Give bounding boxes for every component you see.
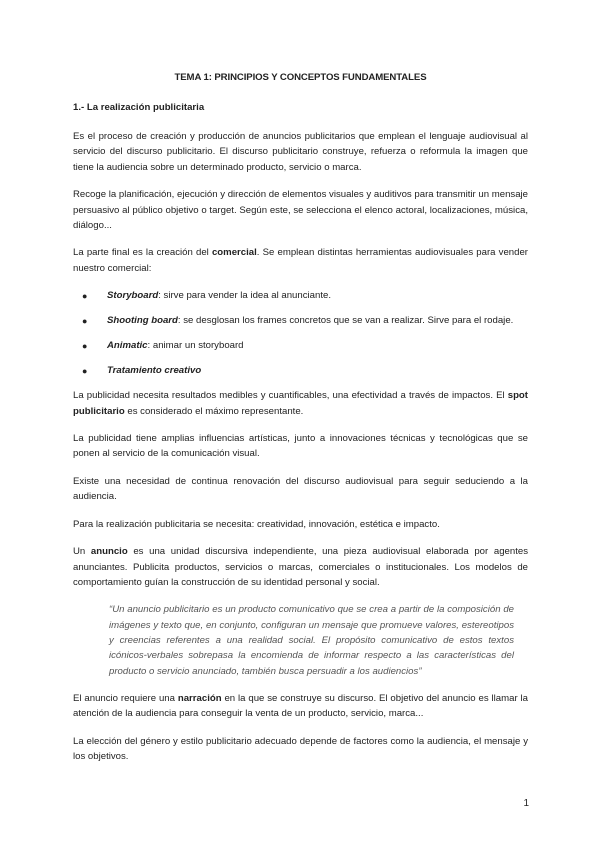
- page-number: 1: [523, 798, 529, 809]
- text-run: es considerado el máximo representante.: [124, 405, 304, 417]
- paragraph-influences: La publicidad tiene amplias influencias artísticas, junto a innovaciones técnicas y tecnológicas que se ponen al servicio de la comunicación visual.: [73, 433, 528, 460]
- bullet-text: : animar un storyboard: [147, 340, 244, 352]
- paragraph-anuncio: [73, 544, 528, 590]
- block-quote: “Un anuncio publicitario es un producto comunicativo que se crea a partir de la composición de imágenes y texto que, en conjunto, configuran un mensaje que promueve valores, estereotipos y creencias referentes a una realidad social. El propósito comunicativo de estos textos icónicos-verbales sobrepasa la encomienda de informar respecto a las características del producto o servicio anunciado, también busca persuadir a los audiencios”: [109, 604, 514, 677]
- paragraph-commercial: [73, 245, 528, 276]
- bullet-term: Storyboard: [107, 290, 159, 302]
- bullet-term: Animatic: [107, 340, 148, 352]
- text-run: . Se emplean distintas herramientas audiovisuales para vender nuestro comercial:: [73, 247, 528, 274]
- bullet-text: : se desglosan los frames concretos que se van a realizar. Sirve para el rodaje.: [177, 315, 514, 327]
- paragraph-planning: Recoge la planificación, ejecución y dirección de elementos visuales y auditivos para transmitir un mensaje persuasivo al público objetivo o target. Según este, se selecciona el elenco actoral, localizaciones, música, diálogo...: [73, 189, 528, 232]
- bold-term: comercial: [211, 247, 257, 259]
- tools-bullet-list: [73, 288, 528, 378]
- paragraph-narracion: [73, 691, 528, 722]
- bullet-icon: ●: [82, 291, 88, 302]
- document-title: TEMA 1: PRINCIPIOS Y CONCEPTOS FUNDAMENTALES: [174, 72, 427, 83]
- text-run: en la que se construye su discurso. El objetivo del anuncio es llamar la atención de la audiencia para conseguir la venta de un producto, servicio, marca...: [73, 692, 528, 720]
- text-run: es una unidad discursiva independiente, una pieza audiovisual elaborada por agentes anunciantes. Publicita productos, servicios o marcas, comerciales o institucionales. Los modelos de comportamiento guían la construcción de su identidad personal y social.: [73, 546, 528, 588]
- paragraph-spot: [73, 388, 528, 419]
- section-heading: 1.- La realización publicitaria: [73, 102, 205, 113]
- text-run: La publicidad necesita resultados medibles y cuantificables, una efectividad a través de impactos. El: [73, 390, 508, 402]
- paragraph-renewal: Existe una necesidad de continua renovación del discurso audiovisual para seguir seduciendo a la audiencia.: [73, 475, 528, 503]
- text-run: El anuncio requiere una: [73, 692, 178, 704]
- list-item: [82, 363, 528, 378]
- list-item: [82, 338, 528, 353]
- list-item: [82, 313, 528, 328]
- bullet-term: Shooting board: [107, 315, 178, 327]
- bullet-text: : sirve para vender la idea al anunciante.: [158, 290, 331, 302]
- bold-term: spot publicitario: [73, 390, 528, 417]
- bullet-icon: ●: [82, 316, 88, 327]
- text-run: La parte final es la creación del: [73, 247, 212, 259]
- text-run: Un: [73, 546, 91, 558]
- list-item: [82, 288, 528, 303]
- bold-term: anuncio: [90, 546, 128, 558]
- paragraph-requirements: Para la realización publicitaria se necesita: creatividad, innovación, estética e impacto.: [73, 518, 440, 530]
- bullet-term: Tratamiento creativo: [107, 365, 202, 377]
- bullet-icon: ●: [82, 341, 88, 352]
- bold-term: narración: [177, 692, 222, 704]
- paragraph-genre: La elección del género y estilo publicitario adecuado depende de factores como la audiencia, el mensaje y los objetivos.: [73, 735, 528, 763]
- bullet-icon: ●: [82, 366, 88, 377]
- paragraph-definition: Es el proceso de creación y producción de anuncios publicitarios que emplean el lenguaje audiovisual al servicio del discurso publicitario. El discurso publicitario construye, refuerza o reformula la imagen que tiene la audiencia sobre un determinado producto, servicio o marca.: [73, 131, 528, 173]
